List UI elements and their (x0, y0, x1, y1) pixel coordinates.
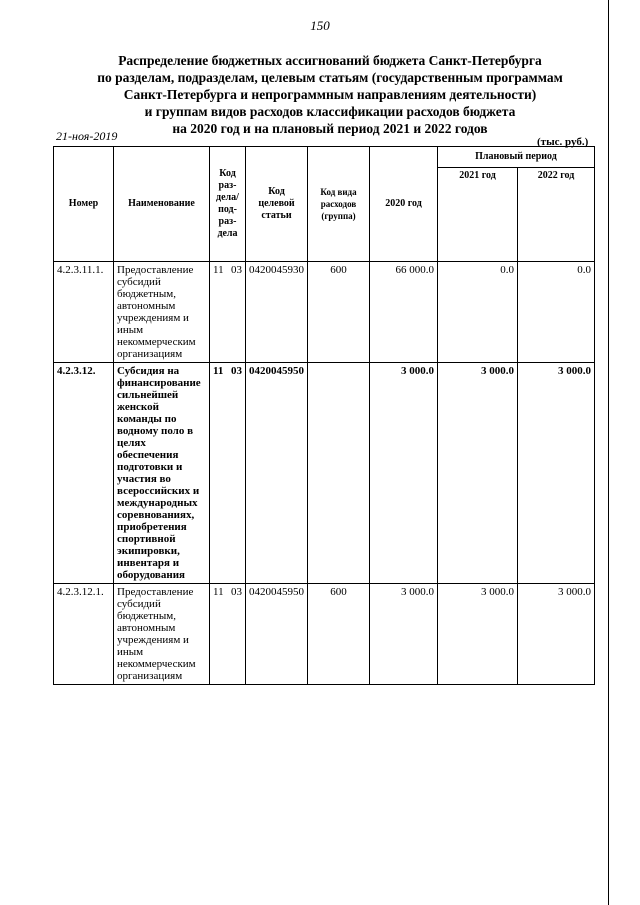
podrazdel-code: 03 (231, 365, 242, 377)
row-2021-cell: 3 000.0 (438, 363, 518, 584)
row-section-cell (210, 363, 246, 584)
table-row (54, 363, 595, 584)
razdel-code: 11 (213, 365, 224, 377)
row-2022-cell: 3 000.0 (518, 584, 595, 685)
row-2020-cell: 66 000.0 (370, 262, 438, 363)
row-expense-cell (308, 363, 370, 584)
header-number: Номер (54, 147, 114, 262)
row-target-cell: 0420045930 (246, 262, 308, 363)
table-row (54, 584, 595, 685)
row-target-cell: 0420045950 (246, 584, 308, 685)
header-row (54, 147, 595, 168)
budget-table (53, 146, 595, 685)
razdel-code: 11 (213, 586, 224, 598)
page-number: 150 (310, 18, 330, 33)
title-line: по разделам, подразделам, целевым статьям (государственным программам (97, 70, 563, 85)
title-line: Санкт-Петербурга и непрограммным направлениям деятельности) (123, 87, 537, 102)
header-section-code: Код раз- дела/ под- раз- дела (210, 147, 246, 262)
row-name-cell: Субсидия на финансирование сильнейшей женской команды по водному поло в целях обеспечения подготовки и участия во всероссийских и международных соревнованиях, приобретения спортивной экипировки, инвентаря и оборудования (114, 363, 210, 584)
row-section-cell (210, 584, 246, 685)
document-title (60, 52, 600, 137)
header-name: Наименование (114, 147, 210, 262)
header-2020: 2020 год (370, 147, 438, 262)
row-number-cell: 4.2.3.12. (54, 363, 114, 584)
document-date: 21-ноя-2019 (56, 129, 118, 143)
row-expense-cell: 600 (308, 584, 370, 685)
header-2021: 2021 год (438, 168, 518, 262)
razdel-code: 11 (213, 264, 224, 276)
row-number-cell: 4.2.3.11.1. (54, 262, 114, 363)
header-expense-code: Код вида расходов (группа) (308, 147, 370, 262)
podrazdel-code: 03 (231, 586, 242, 598)
table-row (54, 262, 595, 363)
header-planned-period: Плановый период (438, 147, 595, 168)
row-name-cell: Предоставление субсидий бюджетным, автономным учреждениям и иным некоммерческим организациям (114, 584, 210, 685)
row-2021-cell: 0.0 (438, 262, 518, 363)
title-line: Распределение бюджетных ассигнований бюджета Санкт-Петербурга (118, 53, 542, 68)
title-line: и группам видов расходов классификации расходов бюджета (144, 104, 516, 119)
page-border (608, 0, 609, 905)
row-2021-cell: 3 000.0 (438, 584, 518, 685)
row-2022-cell: 0.0 (518, 262, 595, 363)
title-line: на 2020 год и на плановый период 2021 и 2022 годов (172, 121, 488, 136)
row-section-cell (210, 262, 246, 363)
podrazdel-code: 03 (231, 264, 242, 276)
header-2022: 2022 год (518, 168, 595, 262)
header-target-code: Код целевой статьи (246, 147, 308, 262)
units-label: (тыс. руб.) (537, 136, 589, 148)
row-2020-cell: 3 000.0 (370, 584, 438, 685)
row-2020-cell: 3 000.0 (370, 363, 438, 584)
row-name-cell: Предоставление субсидий бюджетным, автономным учреждениям и иным некоммерческим организациям (114, 262, 210, 363)
table-body (54, 262, 595, 685)
row-number-cell: 4.2.3.12.1. (54, 584, 114, 685)
row-2022-cell: 3 000.0 (518, 363, 595, 584)
row-target-cell: 0420045950 (246, 363, 308, 584)
row-expense-cell: 600 (308, 262, 370, 363)
